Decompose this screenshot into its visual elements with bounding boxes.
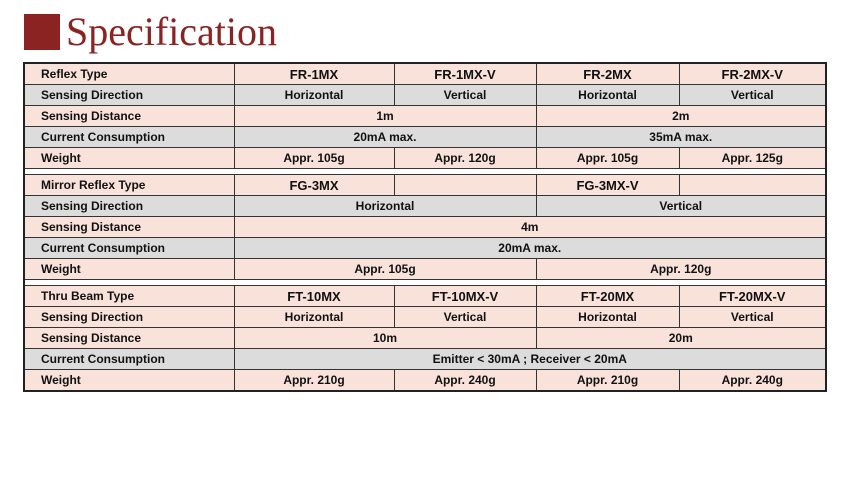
thru-weight-1: Appr. 210g	[234, 370, 394, 392]
thru-weight-2: Appr. 240g	[394, 370, 536, 392]
mirror-type-label: Mirror Reflex Type	[24, 175, 234, 196]
thru-direction-4: Vertical	[679, 307, 826, 328]
thru-weight-row	[24, 370, 826, 392]
thru-direction-2: Vertical	[394, 307, 536, 328]
mirror-weight-2: Appr. 120g	[536, 259, 826, 280]
reflex-distance-label: Sensing Distance	[24, 106, 234, 127]
reflex-weight-row	[24, 148, 826, 169]
mirror-current-label: Current Consumption	[24, 238, 234, 259]
mirror-weight-label: Weight	[24, 259, 234, 280]
mirror-type-row	[24, 175, 826, 196]
page-title: Specification	[66, 9, 278, 54]
thru-weight-3: Appr. 210g	[536, 370, 679, 392]
reflex-model-1: FR-1MX	[234, 63, 394, 85]
reflex-distance-2: 2m	[536, 106, 826, 127]
reflex-current-row	[24, 127, 826, 148]
specification-table	[23, 62, 827, 392]
mirror-direction-2: Vertical	[536, 196, 826, 217]
reflex-weight-2: Appr. 120g	[394, 148, 536, 169]
reflex-model-4: FR-2MX-V	[679, 63, 826, 85]
thru-type-label: Thru Beam Type	[24, 286, 234, 307]
reflex-model-2: FR-1MX-V	[394, 63, 536, 85]
reflex-direction-4: Vertical	[679, 85, 826, 106]
thru-type-row	[24, 286, 826, 307]
reflex-direction-3: Horizontal	[536, 85, 679, 106]
mirror-current: 20mA max.	[234, 238, 826, 259]
reflex-current-2: 35mA max.	[536, 127, 826, 148]
reflex-direction-row	[24, 85, 826, 106]
mirror-model-3: FG-3MX-V	[536, 175, 679, 196]
reflex-distance-row	[24, 106, 826, 127]
reflex-distance-1: 1m	[234, 106, 536, 127]
thru-distance-row	[24, 328, 826, 349]
thru-weight-4: Appr. 240g	[679, 370, 826, 392]
mirror-model-4	[679, 175, 826, 196]
thru-direction-row	[24, 307, 826, 328]
mirror-distance: 4m	[234, 217, 826, 238]
thru-current: Emitter < 30mA ; Receiver < 20mA	[234, 349, 826, 370]
reflex-direction-1: Horizontal	[234, 85, 394, 106]
thru-distance-2: 20m	[536, 328, 826, 349]
thru-model-1: FT-10MX	[234, 286, 394, 307]
thru-model-3: FT-20MX	[536, 286, 679, 307]
thru-direction-1: Horizontal	[234, 307, 394, 328]
reflex-weight-label: Weight	[24, 148, 234, 169]
mirror-direction-label: Sensing Direction	[24, 196, 234, 217]
reflex-current-1: 20mA max.	[234, 127, 536, 148]
thru-direction-3: Horizontal	[536, 307, 679, 328]
mirror-weight-1: Appr. 105g	[234, 259, 536, 280]
thru-current-row	[24, 349, 826, 370]
thru-weight-label: Weight	[24, 370, 234, 392]
reflex-type-label: Reflex Type	[24, 63, 234, 85]
reflex-direction-label: Sensing Direction	[24, 85, 234, 106]
mirror-current-row	[24, 238, 826, 259]
thru-current-label: Current Consumption	[24, 349, 234, 370]
reflex-direction-2: Vertical	[394, 85, 536, 106]
reflex-weight-4: Appr. 125g	[679, 148, 826, 169]
mirror-weight-row	[24, 259, 826, 280]
reflex-current-label: Current Consumption	[24, 127, 234, 148]
thru-distance-1: 10m	[234, 328, 536, 349]
reflex-weight-3: Appr. 105g	[536, 148, 679, 169]
reflex-weight-1: Appr. 105g	[234, 148, 394, 169]
thru-model-2: FT-10MX-V	[394, 286, 536, 307]
title-square-icon	[24, 14, 60, 50]
mirror-direction-row	[24, 196, 826, 217]
mirror-model-2	[394, 175, 536, 196]
page-header	[24, 9, 278, 54]
mirror-distance-row	[24, 217, 826, 238]
reflex-type-row	[24, 63, 826, 85]
reflex-model-3: FR-2MX	[536, 63, 679, 85]
mirror-distance-label: Sensing Distance	[24, 217, 234, 238]
thru-model-4: FT-20MX-V	[679, 286, 826, 307]
thru-distance-label: Sensing Distance	[24, 328, 234, 349]
mirror-model-1: FG-3MX	[234, 175, 394, 196]
thru-direction-label: Sensing Direction	[24, 307, 234, 328]
mirror-direction-1: Horizontal	[234, 196, 536, 217]
